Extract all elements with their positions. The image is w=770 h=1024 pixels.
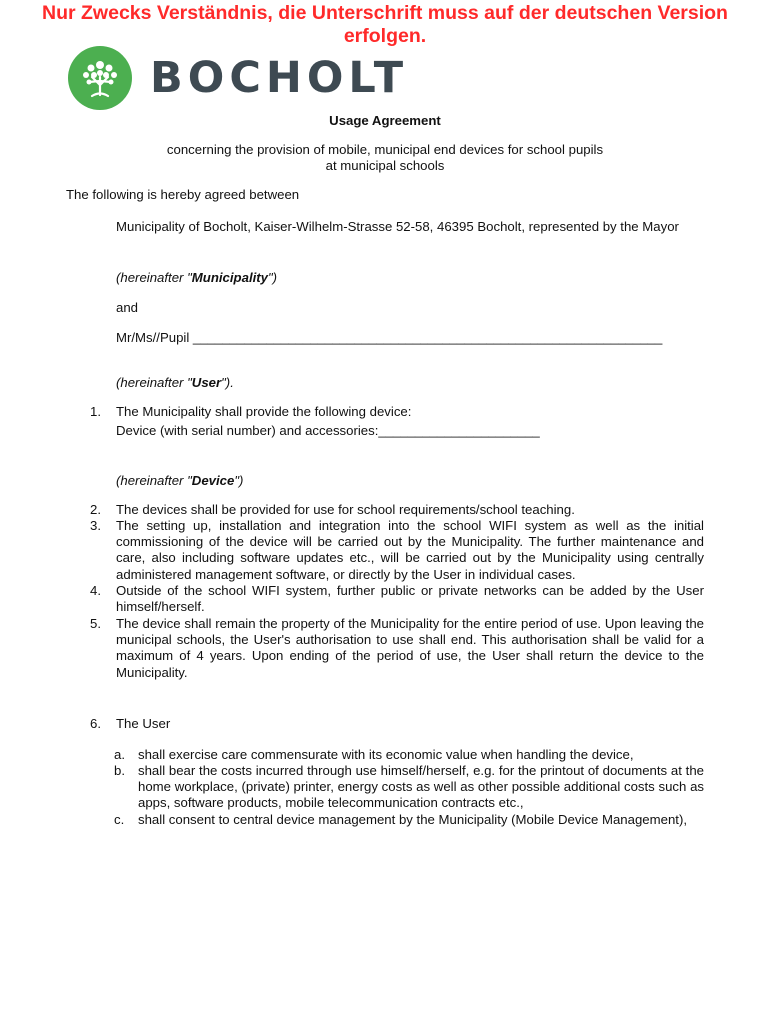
municipality-party: Municipality of Bocholt, Kaiser-Wilhelm-Strasse 52-58, 46395 Bocholt, represented by the Mayor — [116, 219, 679, 234]
language-notice-line-2: erfolgen. — [343, 25, 427, 47]
list-item: The Municipality shall provide the following device: Device (with serial number) and accessories:______________________ — [116, 404, 704, 439]
bocholt-logo — [68, 46, 408, 110]
item-number: 6. — [90, 716, 101, 731]
user-name-line: Mr/Ms//Pupil ________________________________________________________________ — [116, 330, 663, 345]
user-term: User — [191, 375, 222, 390]
list-item: The setting up, installation and integration into the school WIFI system as well as the initial commissioning of the device will be carried out by the Municipality. The further maintenance and care, also including software updates etc., will be carried out by the Municipality using centrally administered management software, or directly by the User in individual cases. — [116, 518, 704, 582]
list-item: The device shall remain the property of the Municipality for the entire period of use. Upon leaving the municipal schools, the User's authorisation to use shall end. This authorisation shall be valid for a maximum of 4 years. Upon ending of the period of use, the User shall return the device to the Municipality. — [116, 616, 704, 680]
item-number: 2. — [90, 502, 101, 517]
sub-item-letter: b. — [114, 763, 125, 778]
item-number: 3. — [90, 518, 101, 533]
list-item: Outside of the school WIFI system, further public or private networks can be added by the User himself/herself. — [116, 583, 704, 615]
tree-icon — [68, 46, 132, 110]
device-term: Device — [191, 473, 235, 488]
list-item: The devices shall be provided for use for school requirements/school teaching. — [116, 502, 575, 517]
sub-list-item: shall consent to central device management by the Municipality (Mobile Device Management), — [138, 812, 688, 827]
document-title: Usage Agreement — [329, 113, 441, 128]
item-number: 5. — [90, 616, 101, 631]
language-notice-line-1: Nur Zwecks Verständnis, die Unterschrift muss auf der deutschen Version — [42, 2, 728, 24]
municipality-alias: (hereinafter "Municipality") — [116, 270, 278, 285]
agreement-lead-text: The following is hereby agreed between — [66, 187, 300, 202]
item-number: 1. — [90, 404, 101, 419]
and-text: and — [116, 300, 139, 315]
device-alias: (hereinafter "Device") — [116, 473, 244, 488]
subtitle-line-2: at municipal schools — [325, 158, 445, 173]
logo-wordmark: BOCHOLT — [150, 53, 409, 103]
device-field-line: Device (with serial number) and accessories:______________________ — [116, 423, 540, 439]
language-notice-banner — [0, 2, 770, 48]
list-item: The User — [116, 716, 171, 731]
sub-item-letter: a. — [114, 747, 125, 762]
sub-list-item: shall bear the costs incurred through use himself/herself, e.g. for the printout of documents at the home workplace, (private) printer, energy costs as well as other possible additional costs such as apps, software products, mobile telecommunication contracts etc., — [138, 763, 704, 811]
document-subtitle — [0, 142, 770, 174]
user-alias: (hereinafter "User"). — [116, 375, 234, 390]
sub-list-item: shall exercise care commensurate with its economic value when handling the device, — [138, 747, 634, 762]
item-number: 4. — [90, 583, 101, 598]
subtitle-line-1: concerning the provision of mobile, municipal end devices for school pupils — [166, 142, 604, 157]
sub-item-letter: c. — [114, 812, 125, 827]
municipality-term: Municipality — [191, 270, 268, 285]
